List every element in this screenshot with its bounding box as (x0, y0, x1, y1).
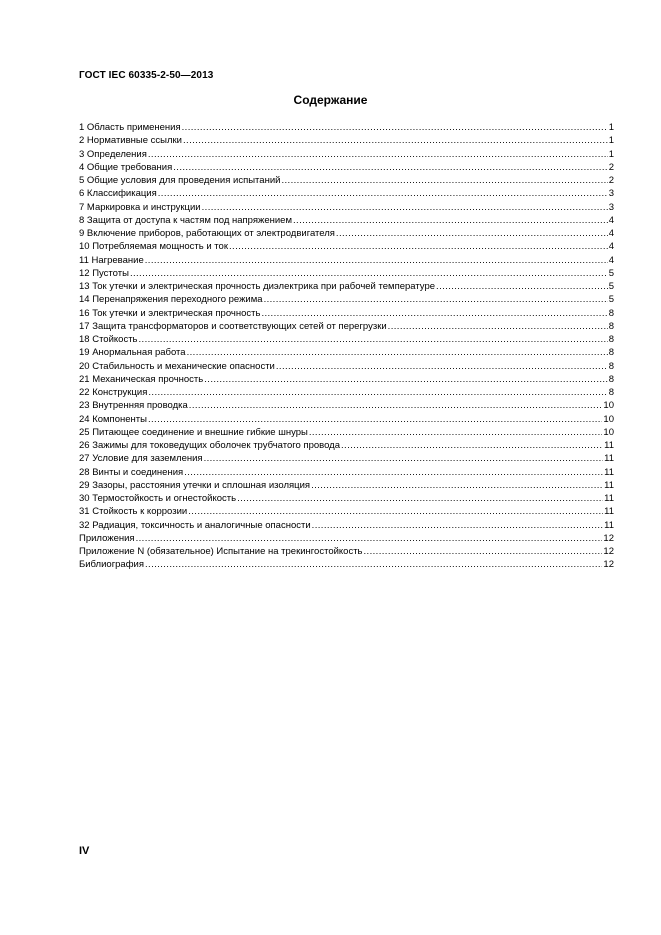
toc-entry-page: 11 (604, 506, 614, 518)
toc-entry-title: 18 Стойкость (79, 334, 138, 345)
toc-entry[interactable] (79, 479, 614, 492)
toc-dot-leader (130, 267, 608, 280)
toc-dot-leader (202, 201, 608, 214)
toc-entry[interactable] (79, 439, 614, 452)
toc-entry-title: 22 Конструкция (79, 387, 148, 398)
toc-dot-leader (293, 214, 608, 227)
toc-entry-page: 8 (608, 347, 614, 359)
toc-entry[interactable] (79, 373, 614, 386)
toc-entry[interactable] (79, 227, 614, 240)
toc-entry-page: 8 (608, 334, 614, 345)
toc-entry-title: 24 Компоненты (79, 413, 147, 425)
toc-entry-title: 26 Зажимы для токоведущих оболочек трубчатого провода (79, 440, 340, 451)
toc-entry-title: 32 Радиация, токсичность и аналогичные опасности (79, 519, 311, 531)
toc-dot-leader (173, 161, 607, 174)
toc-entry[interactable] (79, 426, 614, 439)
toc-entry[interactable] (79, 187, 614, 200)
toc-entry-title: 3 Определения (79, 148, 147, 160)
toc-entry-title: 28 Винты и соединения (79, 466, 184, 478)
toc-entry-title: 25 Питающее соединение и внешние гибкие шнуры (79, 426, 308, 438)
toc-entry-page: 8 (608, 360, 614, 372)
page-title: Содержание (293, 93, 368, 107)
toc-entry-page: 1 (608, 148, 614, 160)
toc-entry-title: Библиография (79, 559, 144, 571)
toc-entry[interactable] (79, 134, 614, 147)
toc-entry[interactable] (79, 346, 614, 359)
toc-entry[interactable] (79, 307, 614, 320)
toc-dot-leader (364, 545, 603, 558)
toc-entry-page: 1 (608, 122, 614, 133)
toc-entry-title: 11 Нагревание (79, 254, 144, 266)
toc-entry[interactable] (79, 240, 614, 253)
toc-dot-leader (309, 426, 603, 439)
toc-entry-title: 5 Общие условия для проведения испытаний (79, 175, 281, 186)
table-of-contents (79, 121, 614, 572)
toc-entry[interactable] (79, 161, 614, 174)
toc-entry-title: 23 Внутренняя проводка (79, 400, 188, 412)
toc-dot-leader (158, 187, 608, 200)
toc-dot-leader (388, 320, 608, 333)
toc-entry[interactable] (79, 148, 614, 161)
toc-entry-page: 10 (603, 426, 614, 438)
toc-dot-leader (336, 227, 608, 240)
toc-entry[interactable] (79, 214, 614, 227)
toc-entry-page: 4 (608, 228, 614, 239)
toc-entry-page: 12 (603, 532, 614, 544)
toc-entry[interactable] (79, 519, 614, 532)
toc-entry-title: 19 Анормальная работа (79, 347, 186, 359)
toc-entry-title: 10 Потребляемая мощность и ток (79, 241, 228, 253)
toc-dot-leader (136, 532, 603, 545)
toc-entry-page: 8 (608, 373, 614, 385)
toc-entry-title: 4 Общие требования (79, 161, 173, 173)
toc-entry-page: 8 (608, 320, 614, 332)
toc-dot-leader (312, 519, 603, 532)
toc-entry-page: 4 (608, 254, 614, 266)
toc-entry-title: 21 Механическая прочность (79, 373, 204, 385)
toc-entry-title: Приложение N (обязательное) Испытание на трекингостойкость (79, 546, 363, 557)
toc-entry-page: 3 (608, 188, 614, 200)
toc-entry-page: 4 (608, 214, 614, 226)
toc-dot-leader (264, 293, 608, 306)
toc-entry[interactable] (79, 121, 614, 134)
toc-entry-title: 6 Классификация (79, 188, 157, 200)
toc-entry[interactable] (79, 413, 614, 426)
toc-entry-page: 5 (608, 294, 614, 306)
toc-entry-title: 2 Нормативные ссылки (79, 135, 182, 147)
toc-entry[interactable] (79, 386, 614, 399)
toc-entry-title: 29 Зазоры, расстояния утечки и сплошная изоляция (79, 479, 311, 491)
toc-entry[interactable] (79, 293, 614, 306)
toc-entry-page: 4 (608, 241, 614, 253)
toc-dot-leader (261, 307, 607, 320)
toc-dot-leader (188, 505, 603, 518)
toc-dot-leader (229, 240, 608, 253)
toc-dot-leader (341, 439, 603, 452)
toc-dot-leader (204, 452, 604, 465)
toc-entry-page: 8 (608, 307, 614, 319)
toc-entry[interactable] (79, 201, 614, 214)
toc-entry-page: 11 (604, 466, 614, 478)
toc-entry-title: 20 Стабильность и механические опасности (79, 360, 275, 372)
toc-entry[interactable] (79, 333, 614, 346)
toc-entry-page: 10 (603, 413, 614, 425)
toc-entry-title: 27 Условие для заземления (79, 453, 203, 465)
toc-entry-title: 7 Маркировка и инструкции (79, 201, 201, 213)
toc-entry-page: 12 (603, 546, 614, 557)
toc-dot-leader (145, 558, 602, 571)
toc-entry[interactable] (79, 399, 614, 412)
toc-entry-title: Приложения (79, 532, 135, 544)
toc-entry-title: 16 Ток утечки и электрическая прочность (79, 307, 261, 319)
toc-entry-page: 2 (608, 175, 614, 186)
toc-dot-leader (436, 280, 608, 293)
toc-entry-page: 2 (608, 161, 614, 173)
page-number: IV (79, 845, 90, 857)
toc-entry[interactable] (79, 452, 614, 465)
toc-entry-title: 8 Защита от доступа к частям под напряжением (79, 214, 292, 226)
toc-dot-leader (276, 360, 608, 373)
toc-entry[interactable] (79, 360, 614, 373)
toc-entry-page: 8 (608, 387, 614, 398)
toc-entry[interactable] (79, 545, 614, 558)
toc-entry[interactable] (79, 466, 614, 479)
toc-entry-page: 5 (608, 267, 614, 279)
toc-dot-leader (311, 479, 603, 492)
toc-dot-leader (187, 346, 608, 359)
toc-entry-title: 30 Термостойкость и огнестойкость (79, 493, 237, 504)
toc-entry-page: 11 (604, 440, 614, 451)
toc-entry-title: 13 Ток утечки и электрическая прочность диэлектрика при рабочей температуре (79, 281, 436, 292)
toc-entry-title: 9 Включение приборов, работающих от электродвигателя (79, 228, 335, 239)
toc-dot-leader (145, 254, 608, 267)
toc-entry[interactable] (79, 492, 614, 505)
toc-entry[interactable] (79, 320, 614, 333)
toc-entry[interactable] (79, 280, 614, 293)
toc-dot-leader (204, 373, 607, 386)
toc-dot-leader (148, 413, 602, 426)
toc-entry[interactable] (79, 532, 614, 545)
toc-dot-leader (237, 492, 603, 505)
toc-entry[interactable] (79, 505, 614, 518)
toc-dot-leader (281, 174, 607, 187)
toc-dot-leader (184, 466, 603, 479)
toc-entry-title: 31 Стойкость к коррозии (79, 506, 188, 518)
toc-entry[interactable] (79, 267, 614, 280)
toc-entry-title: 14 Перенапряжения переходного режима (79, 294, 263, 306)
toc-dot-leader (139, 333, 608, 346)
toc-entry[interactable] (79, 174, 614, 187)
toc-entry-title: 17 Защита трансформаторов и соответствующих сетей от перегрузки (79, 320, 387, 332)
toc-entry[interactable] (79, 558, 614, 571)
toc-dot-leader (189, 399, 603, 412)
toc-entry-page: 11 (604, 479, 614, 491)
toc-entry-page: 1 (608, 135, 614, 147)
toc-entry[interactable] (79, 254, 614, 267)
toc-entry-title: 1 Область применения (79, 122, 181, 133)
toc-dot-leader (183, 134, 608, 147)
toc-entry-title: 12 Пустоты (79, 267, 129, 279)
toc-entry-page: 11 (604, 493, 614, 504)
toc-entry-page: 11 (604, 519, 614, 531)
toc-dot-leader (182, 121, 608, 134)
document-header: ГОСТ IEC 60335-2-50—2013 (79, 70, 214, 81)
toc-dot-leader (148, 148, 608, 161)
toc-entry-page: 11 (604, 453, 614, 465)
toc-entry-page: 3 (608, 201, 614, 213)
toc-dot-leader (148, 386, 607, 399)
toc-entry-page: 10 (603, 400, 614, 412)
toc-entry-page: 5 (608, 281, 614, 292)
toc-entry-page: 12 (603, 559, 614, 571)
